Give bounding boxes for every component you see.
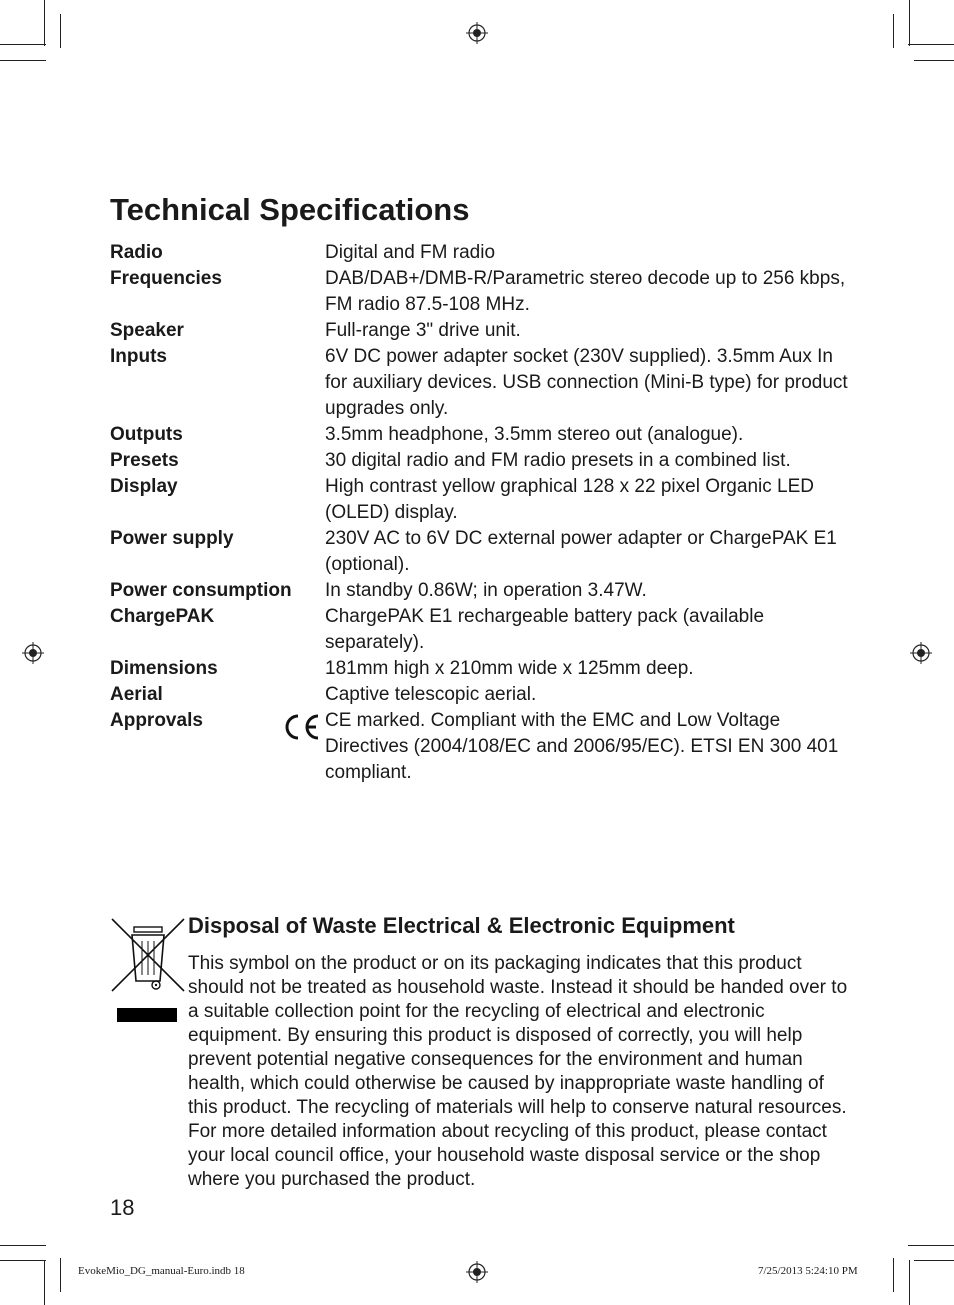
spec-label: Speaker xyxy=(110,320,184,341)
spec-row-dimensions xyxy=(110,656,850,682)
spec-label: Presets xyxy=(110,450,179,471)
crop-mark xyxy=(909,0,910,46)
spec-value: In standby 0.86W; in operation 3.47W. xyxy=(325,580,647,601)
spec-label: Radio xyxy=(110,242,163,263)
spec-row-chargepak xyxy=(110,604,850,656)
spec-label: Frequencies xyxy=(110,268,222,289)
spec-value: High contrast yellow graphical 128 x 22 pixel Organic LED (OLED) display. xyxy=(325,476,814,523)
spec-row-approvals xyxy=(110,708,850,786)
ce-mark-icon xyxy=(281,712,321,742)
spec-row-outputs xyxy=(110,422,850,448)
spec-label: ChargePAK xyxy=(110,606,215,627)
spec-value: CE marked. Compliant with the EMC and Low Voltage Directives (2004/108/EC and 2006/95/EC). ETSI EN 300 401 compliant. xyxy=(325,710,839,783)
spec-row-presets xyxy=(110,448,850,474)
registration-mark-icon xyxy=(466,22,488,44)
spec-row-speaker xyxy=(110,318,850,344)
spec-value: Digital and FM radio xyxy=(325,242,496,263)
spec-value: Captive telescopic aerial. xyxy=(325,684,537,705)
spec-label: Approvals xyxy=(110,710,203,731)
crop-mark xyxy=(893,14,894,48)
spec-label: Outputs xyxy=(110,424,183,445)
spec-value: 181mm high x 210mm wide x 125mm deep. xyxy=(325,658,694,679)
disposal-heading: Disposal of Waste Electrical & Electronic Equipment xyxy=(188,913,735,938)
spec-label: Display xyxy=(110,476,178,497)
crop-mark xyxy=(44,0,45,46)
spec-value: 3.5mm headphone, 3.5mm stereo out (analogue). xyxy=(325,424,744,445)
spec-value: 6V DC power adapter socket (230V supplied). 3.5mm Aux In for auxiliary devices. USB connection (Mini-B type) for product upgrades only. xyxy=(325,346,848,419)
crop-mark xyxy=(60,1258,61,1292)
spec-label: Power consumption xyxy=(110,580,292,601)
spec-label: Dimensions xyxy=(110,658,218,679)
spec-value: Full-range 3" drive unit. xyxy=(325,320,521,341)
crop-mark xyxy=(60,14,61,48)
registration-mark-icon xyxy=(22,642,44,664)
crop-mark xyxy=(0,1245,46,1246)
crop-mark xyxy=(909,1260,910,1305)
spec-row-power-consumption xyxy=(110,578,850,604)
spec-list xyxy=(110,240,850,786)
spec-row-power-supply xyxy=(110,526,850,578)
registration-mark-icon xyxy=(466,1261,488,1283)
spec-row-aerial xyxy=(110,682,850,708)
crop-mark xyxy=(893,1258,894,1292)
crop-mark xyxy=(0,1260,46,1261)
disposal-paragraph: This symbol on the product or on its packaging indicates that this product should not be treated as household waste. Instead it should be handed over to a suitable collection point for the recycling of electrical and electronic equipment. By ensuring this product is disposed of correctly, you will help prevent potential negative consequences for the environment and human health, which could otherwise be caused by inappropriate waste handling of this product. The recycling of materials will help to conserve natural resources. For more detailed information about recycling of this product, please contact your local council office, your household waste disposal service or the shop where you purchased the product. xyxy=(188,953,848,1190)
page-number: 18 xyxy=(110,1195,135,1220)
page-title: Technical Specifications xyxy=(110,192,470,227)
spec-value: ChargePAK E1 rechargeable battery pack (available separately). xyxy=(325,606,765,653)
weee-bar xyxy=(117,1008,177,1022)
spec-row-frequencies xyxy=(110,266,850,318)
spec-value: DAB/DAB+/DMB-R/Parametric stereo decode up to 256 kbps, FM radio 87.5-108 MHz. xyxy=(325,268,846,315)
crop-mark xyxy=(908,44,954,45)
crop-mark xyxy=(44,1260,45,1305)
spec-label: Power supply xyxy=(110,528,234,549)
crop-mark xyxy=(908,1245,954,1246)
crop-mark xyxy=(0,60,46,61)
registration-mark-icon xyxy=(910,642,932,664)
crop-mark xyxy=(914,1260,954,1261)
spec-label: Aerial xyxy=(110,684,163,705)
spec-row-inputs xyxy=(110,344,850,422)
slug-file-name: EvokeMio_DG_manual-Euro.indb 18 xyxy=(78,1265,245,1277)
spec-value: 230V AC to 6V DC external power adapter or ChargePAK E1 (optional). xyxy=(325,528,837,575)
slug-timestamp: 7/25/2013 5:24:10 PM xyxy=(758,1265,858,1277)
crop-mark xyxy=(914,60,954,61)
spec-row-display xyxy=(110,474,850,526)
spec-row-radio xyxy=(110,240,850,266)
spec-value: 30 digital radio and FM radio presets in a combined list. xyxy=(325,450,791,471)
crop-mark xyxy=(0,44,46,45)
spec-label: Inputs xyxy=(110,346,167,367)
